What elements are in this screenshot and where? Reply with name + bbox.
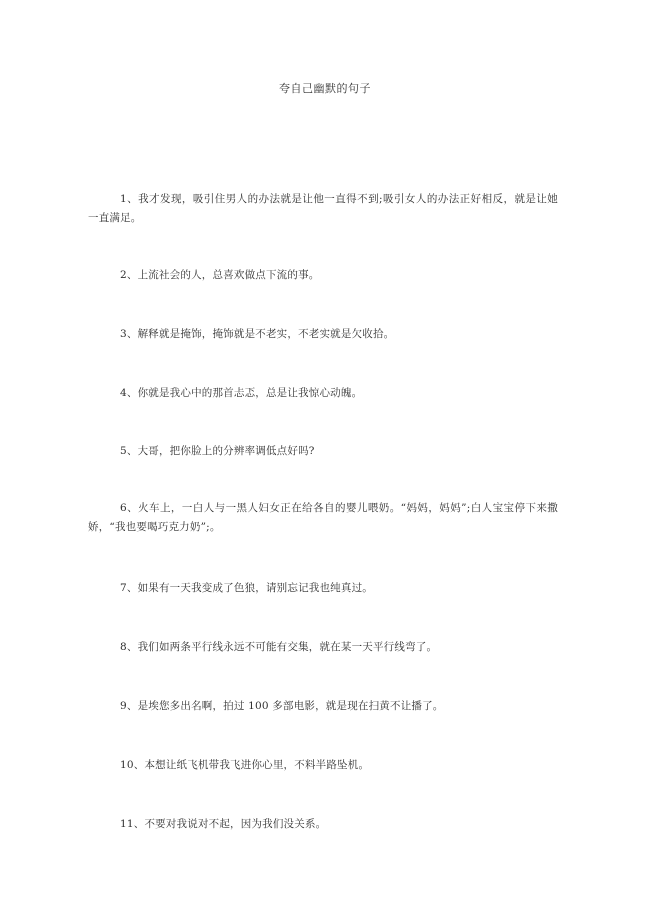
paragraph-7: 7、如果有一天我变成了色狼，请别忘记我也纯真过。 — [120, 582, 373, 594]
paragraph-6: 6、火车上，一白人与一黑人妇女正在给各自的婴儿喂奶。“妈妈，妈妈”;白人宝宝停下来撒娇，“我也要喝巧克力奶”;。 — [88, 502, 558, 533]
paragraph-11: 11、不要对我说对不起，因为我们没关系。 — [120, 818, 327, 830]
paragraph-2: 2、上流社会的人，总喜欢做点下流的事。 — [120, 269, 320, 281]
document-title: 夸自己幽默的句子 — [279, 82, 371, 95]
paragraph-8: 8、我们如两条平行线永远不可能有交集，就在某一天平行线弯了。 — [120, 641, 438, 653]
paragraph-4: 4、你就是我心中的那首忐忑，总是让我惊心动魄。 — [120, 387, 363, 399]
paragraph-9: 9、是埃您多出名啊，拍过 100 多部电影，就是现在扫黄不让播了。 — [120, 700, 444, 712]
paragraph-3: 3、解释就是掩饰，掩饰就是不老实，不老实就是欠收拾。 — [120, 328, 395, 340]
paragraph-10: 10、本想让纸飞机带我飞进你心里，不料半路坠机。 — [120, 759, 370, 771]
paragraph-5: 5、大哥，把你脸上的分辨率调低点好吗? — [120, 445, 315, 457]
paragraph-1: 1、我才发现，吸引住男人的办法就是让他一直得不到;吸引女人的办法正好相反，就是让她一直满足。 — [88, 193, 558, 224]
